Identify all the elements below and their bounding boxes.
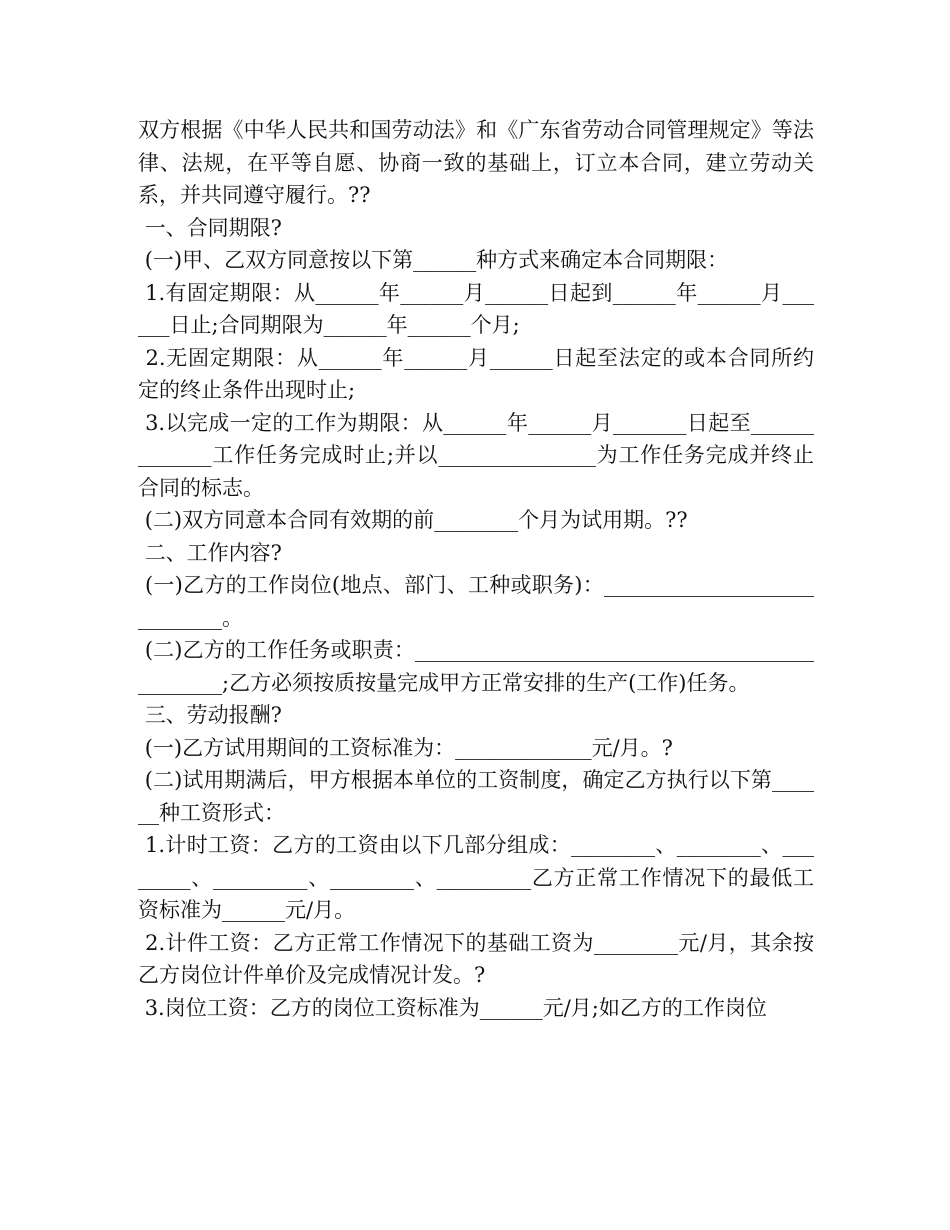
clause-time-wage: 1.计时工资：乙方的工资由以下几部分组成：________、________、________、_________、________、_________乙方正常工作情况下的最低工资标准为______元/月。 [138,833,814,922]
clause-work-duties: (二)乙方的工作任务或职责：______________________________________________;乙方必须按质按量完成甲方正常安排的生产(工作)任务。 [138,638,814,695]
clause-open-term: 2.无固定期限：从______年______月______日起至法定的或本合同所约定的终止条件出现时止; [138,345,814,402]
clause-probation: (二)双方同意本合同有效期的前________个月为试用期。?? [138,508,688,532]
clause-wage-form: (二)试用期满后，甲方根据本单位的工资制度，确定乙方执行以下第______种工资形式： [138,768,814,825]
clause-work-position: (一)乙方的工作岗位(地点、部门、工种或职务)：____________________________。 [138,573,814,630]
section-heading-contract-term: 一、合同期限? [138,215,282,240]
clause-probation-wage: (一)乙方试用期间的工资标准为：_____________元/月。? [138,735,673,760]
intro-paragraph: 双方根据《中华人民共和国劳动法》和《广东省劳动合同管理规定》等法律、法规，在平等自愿、协商一致的基础上，订立本合同，建立劳动关系，并共同遵守履行。?? [138,118,814,207]
clause-fixed-term: 1.有固定期限：从______年______月______日起到______年______月______日止;合同期限为______年______个月; [138,280,814,337]
clause-term-method: (一)甲、乙双方同意按以下第______种方式来确定本合同期限： [138,248,729,272]
clause-task-term: 3.以完成一定的工作为期限：从______年______月_______日起至_____________工作任务完成时止;并以_______________为工作任务完成并终止合同的标志。 [138,410,814,500]
contract-body [138,114,814,1024]
clause-position-wage: 3.岗位工资：乙方的岗位工资标准为______元/月;如乙方的工作岗位 [138,995,767,1020]
clause-piece-wage: 2.计件工资：乙方正常工作情况下的基础工资为________元/月，其余按乙方岗位计件单价及完成情况计发。? [138,930,815,987]
section-heading-work-content: 二、工作内容? [138,540,282,565]
section-heading-remuneration: 三、劳动报酬? [138,703,282,727]
